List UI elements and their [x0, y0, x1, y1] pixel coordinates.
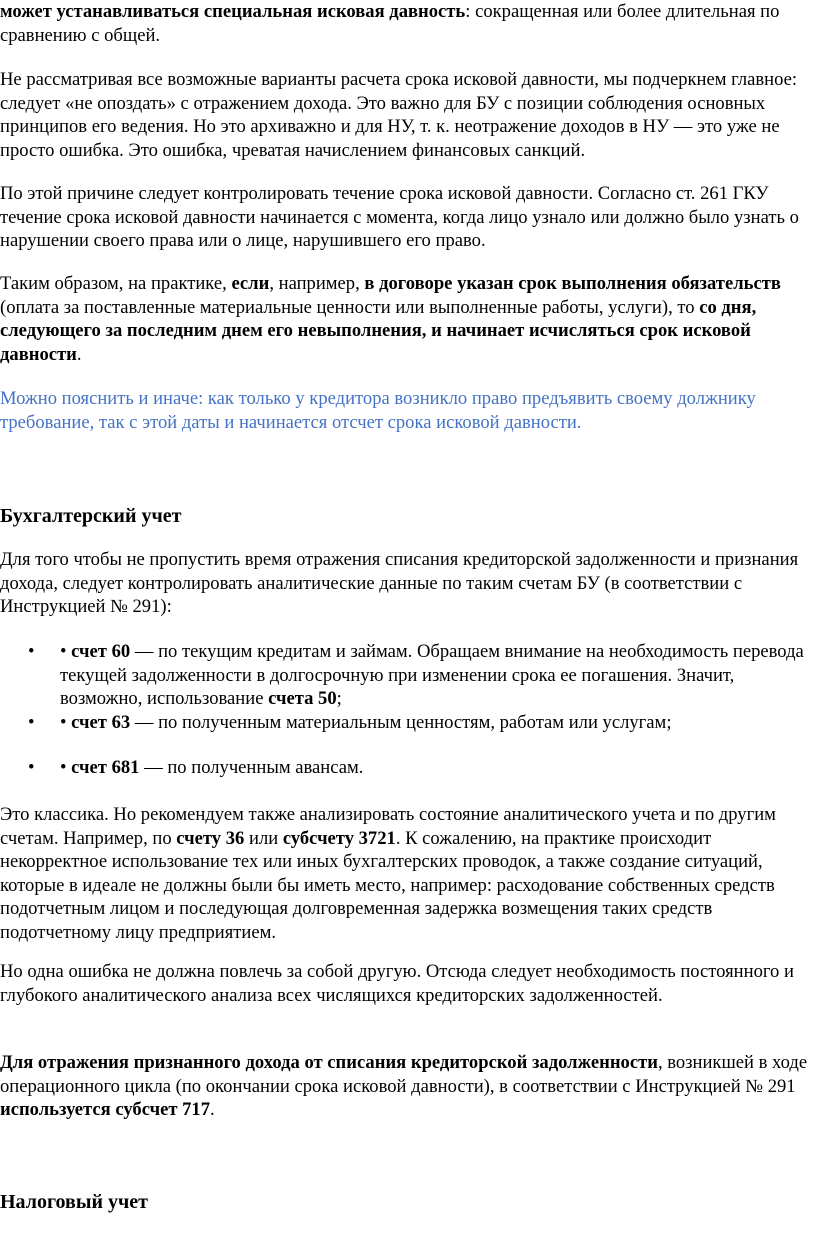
- bullet-icon: •: [28, 757, 35, 779]
- paragraph-explanation-blue: Можно пояснить и иначе: как только у кредитора возникло право предъявить своему должнику требование, так с этой даты и начинается отсчет срока исковой давности.: [0, 388, 756, 433]
- paragraph-subaccount-717: Для отражения признанного дохода от списания кредиторской задолженности, возникшей в ходе операционного цикла (по окончании срока исковой давности), в соответствии с Инструкцией № 291 используется субсчет 717.: [0, 1052, 808, 1121]
- bullet-icon: •: [28, 641, 35, 662]
- paragraph-accounts-intro: Для того чтобы не пропустить время отражения списания кредиторской задолженности и признания дохода, следует контролировать аналитические данные по таким счетам БУ (в соответствии с Инструкцией № 291):: [0, 549, 799, 618]
- heading-accounting: Бухгалтерский учет: [0, 505, 182, 527]
- paragraph-practice: Таким образом, на практике, если, например, в договоре указан срок выполнения обязательств (оплата за поставленные материальные ценности или выполненные работы, услуги), то со дня, следующего за последним днем его невыполнения, и начинает исчисляться срок исковой давности.: [0, 273, 781, 365]
- bullet-icon: •: [28, 711, 35, 733]
- heading-tax-accounting: Налоговый учет: [0, 1191, 148, 1213]
- list-item: • • счет 681 — по полученным авансам.: [28, 757, 364, 779]
- paragraph-classic: Это классика. Но рекомендуем также анализировать состояние аналитического учета и по другим счетам. Например, по счету 36 или субсчету 3721. К сожалению, на практике происходит некорректное использование тех или иных бухгалтерских проводок, а также создание ситуаций, которые в идеале не должны были бы иметь место, например: расходование собственных средств подотчетным лицом и последующая долговременная задержка возмещения таких средств подотчетному лицу предприятием.: [0, 804, 776, 943]
- accounts-list: [28, 640, 816, 780]
- list-item: • • счет 60 — по текущим кредитам и займам. Обращаем внимание на необходимость перевода текущей задолженности в долгосрочную при изменении срока ее погашения. Значит, возможно, использование счета 50;: [28, 641, 804, 710]
- paragraph-one-mistake: Но одна ошибка не должна повлечь за собой другую. Отсюда следует необходимость постоянного и глубокого аналитического анализа всех числящихся кредиторских задолженностей.: [0, 961, 794, 1006]
- paragraph-control-term: По этой причине следует контролировать течение срока исковой давности. Согласно ст. 261 ГКУ течение срока исковой давности начинается с момента, когда лицо узнало или должно было узнать о нарушении своего права или о лице, нарушившего его право.: [0, 183, 799, 252]
- paragraph-not-late: Не рассматривая все возможные варианты расчета срока исковой давности, мы подчеркнем главное: следует «не опоздать» с отражением дохода. Это важно для БУ с позиции соблюдения основных принципов его ведения. Но это архиважно и для НУ, т. к. неотражение доходов в НУ — это уже не просто ошибка. Это ошибка, чреватая начислением финансовых санкций.: [0, 69, 798, 161]
- paragraph-limitation-special: может устанавливаться специальная исковая давность: сокращенная или более длительная по сравнению с общей.: [0, 1, 780, 46]
- list-item: • • счет 63 — по полученным материальным ценностям, работам или услугам;: [28, 711, 672, 733]
